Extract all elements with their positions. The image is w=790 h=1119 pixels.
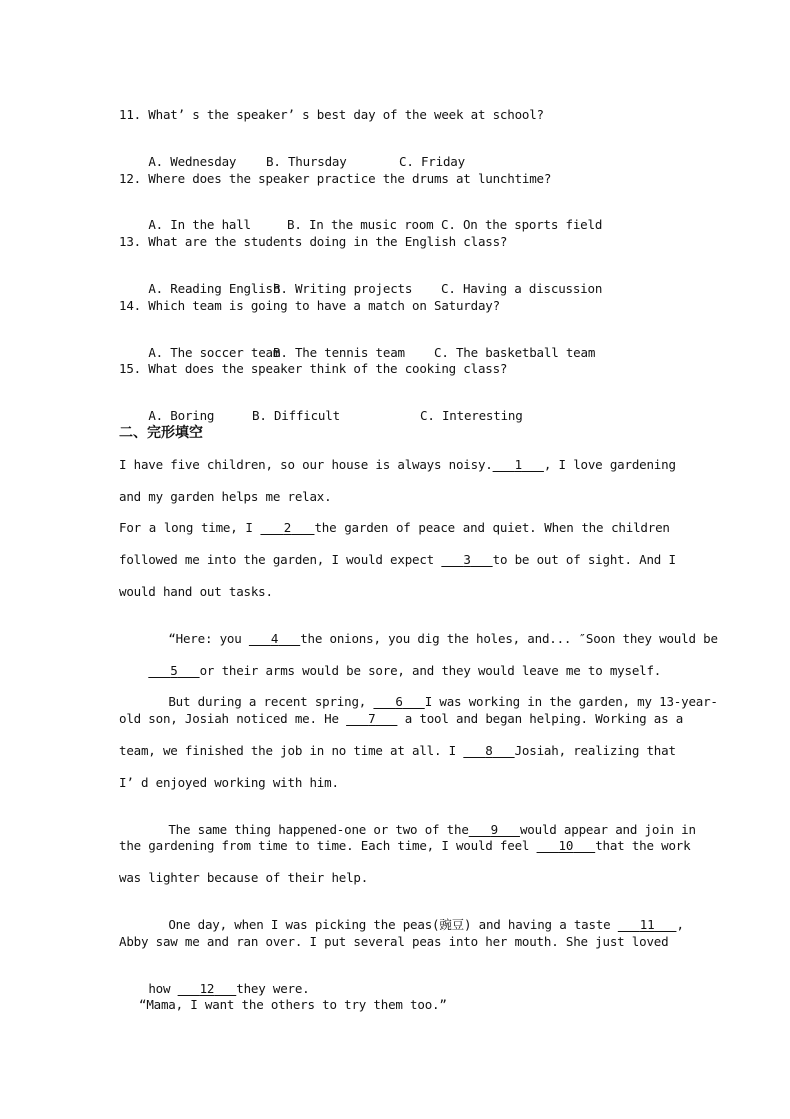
passage-text: I have five children, so our house is always noisy. 1 , I love gardening	[119, 457, 676, 472]
passage-line: would hand out tasks.	[119, 584, 273, 599]
option-b: B. Difficult	[252, 408, 340, 423]
option-c: C. On the sports field	[441, 217, 603, 232]
blank-9: 9	[490, 822, 498, 837]
option-c: C. Friday	[399, 154, 465, 169]
question-14: 14. Which team is going to have a match on Saturday?	[119, 298, 500, 313]
option-b: B. In the music room	[287, 217, 434, 232]
passage-line: One day, when I was picking the peas(豌豆) and having a taste 11 ,	[168, 917, 684, 932]
passage-line: The same thing happened-one or two of the 9 would appear and join in	[168, 822, 696, 837]
blank-1: 1	[514, 457, 522, 472]
option-c: C. The basketball team	[434, 345, 596, 360]
passage-text: followed me into the garden, I would expect 3 to be out of sight. And I	[119, 552, 676, 567]
option-c: C. Interesting	[420, 408, 523, 423]
passage-line	[119, 743, 676, 758]
question-11: 11. What’ s the speaker’ s best day of the week at school?	[119, 107, 544, 122]
passage-line: “Here: you 4 the onions, you dig the holes, and... ″Soon they would be	[168, 631, 718, 646]
blank-3: 3	[463, 552, 471, 567]
passage-line	[119, 711, 684, 726]
blank-12: 12	[199, 981, 215, 996]
blank-10: 10	[558, 838, 574, 853]
blank-5: 5	[170, 663, 178, 678]
question-12: 12. Where does the speaker practice the drums at lunchtime?	[119, 171, 552, 186]
passage-line	[119, 520, 670, 535]
question-13: 13. What are the students doing in the English class?	[119, 234, 508, 249]
passage-line: I’ d enjoyed working with him.	[119, 775, 339, 790]
blank-4: 4	[270, 631, 279, 646]
option-a: A. Boring	[148, 408, 215, 423]
passage-text: old son, Josiah noticed me. He 7 a tool and began helping. Working as a	[119, 711, 684, 726]
passage-line	[119, 838, 691, 853]
option-a: A. The soccer team	[148, 345, 281, 360]
passage-line	[119, 552, 676, 567]
passage-line: how 12 they were.	[148, 981, 310, 996]
passage-text: For a long time, I 2 the garden of peace and quiet. When the children	[119, 520, 670, 535]
passage-line: was lighter because of their help.	[119, 870, 369, 885]
blank-2: 2	[283, 520, 292, 535]
option-a: A. In the hall	[148, 217, 251, 232]
passage-text: the gardening from time to time. Each time, I would feel 10 that the work	[119, 838, 691, 853]
option-c: C. Having a discussion	[441, 281, 603, 296]
option-b: B. Writing projects	[273, 281, 413, 296]
passage-line: and my garden helps me relax.	[119, 489, 332, 504]
passage-line	[119, 457, 676, 472]
option-a: A. Reading English	[148, 281, 281, 296]
blank-7: 7	[368, 711, 376, 726]
question-15: 15. What does the speaker think of the cooking class?	[119, 361, 508, 376]
option-b: B. The tennis team	[273, 345, 405, 360]
blank-8: 8	[485, 743, 493, 758]
passage-line: Abby saw me and ran over. I put several peas into her mouth. She just loved	[119, 934, 669, 949]
passage-text: team, we finished the job in no time at all. I 8 Josiah, realizing that	[119, 743, 676, 758]
passage-line: But during a recent spring, 6 I was working in the garden, my 13-year-	[168, 694, 718, 709]
option-a: A. Wednesday	[148, 154, 237, 169]
passage-line: “Mama, I want the others to try them too.”	[139, 997, 447, 1012]
section-title: 二、完形填空	[119, 425, 203, 441]
blank-6: 6	[395, 694, 403, 709]
option-b: B. Thursday	[266, 154, 347, 169]
passage-line: 5 or their arms would be sore, and they would leave me to myself.	[119, 648, 661, 693]
blank-11: 11	[639, 917, 655, 932]
